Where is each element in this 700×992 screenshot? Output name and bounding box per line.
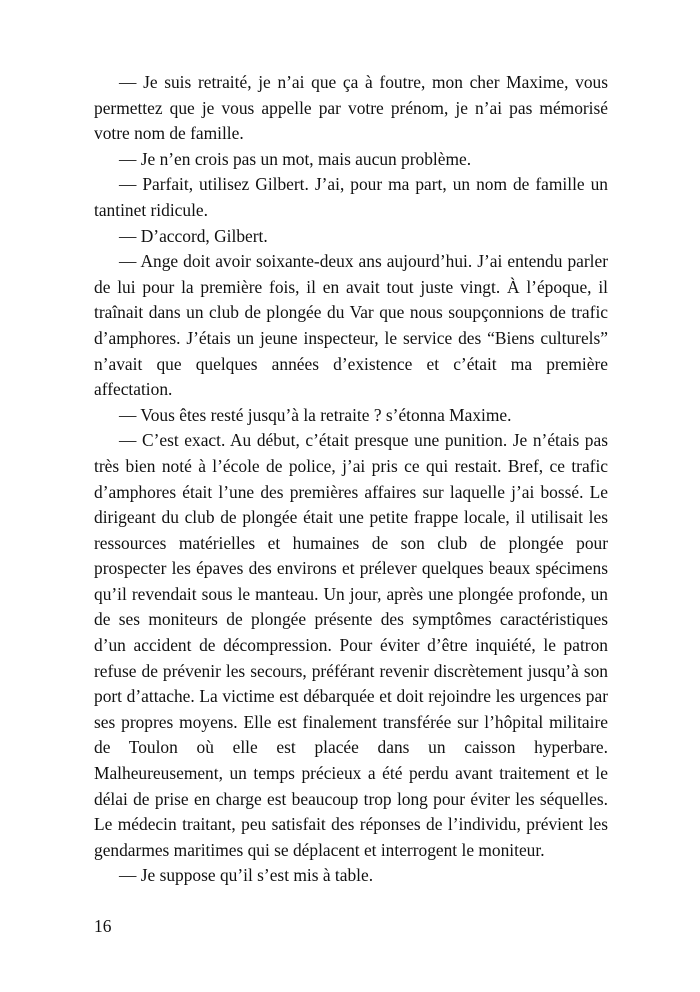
page-number: 16: [94, 916, 112, 936]
paragraph: — D’accord, Gilbert.: [119, 225, 268, 246]
paragraph: — Ange doit avoir soixante-deux ans aujourd’hui. J’ai entendu parler de lui pour la première fois, il en avait tout juste vingt. À l’époque, il traînait dans un club de plongée du Var que nous soupçonnions de trafic d’amphores. J’étais un jeune inspecteur, le service des “Biens culturels” n’avait que quelques années d’existence et c’était ma première affectation.: [94, 251, 608, 400]
paragraph: — C’est exact. Au début, c’était presque une punition. Je n’étais pas très bien noté à l’école de police, j’ai pris ce qui restait. Bref, ce trafic d’amphores était l’une des premières affaires sur laquelle j’ai bossé. Le dirigeant du club de plongée était une petite frappe locale, il utilisait les ressources matérielles et humaines de son club de plongée pour prospecter les épaves des environs et prélever quelques beaux spécimens qu’il revendait sous le manteau. Un jour, après une plongée profonde, un de ses moniteurs de plongée présente des symptômes caractéristiques d’un accident de décompression. Pour éviter d’être inquiété, le patron refuse de prévenir les secours, préférant revenir discrètement jusqu’à son port d’attache. La victime est débarquée et doit rejoindre les urgences par ses propres moyens. Elle est finalement transférée sur l’hôpital militaire de Toulon où elle est placée dans un caisson hyperbare. Malheureusement, un temps précieux a été perdu avant traitement et le délai de prise en charge est beaucoup trop long pour éviter les séquelles. Le médecin traitant, peu satisfait des réponses de l’individu, prévient les gendarmes maritimes qui se déplacent et interrogent le moniteur.: [94, 430, 608, 860]
paragraph: — Je suppose qu’il s’est mis à table.: [119, 865, 374, 886]
paragraph: — Parfait, utilisez Gilbert. J’ai, pour ma part, un nom de famille un tantinet ridicule.: [94, 174, 608, 220]
paragraph: — Je suis retraité, je n’ai que ça à foutre, mon cher Maxime, vous permettez que je vous appelle par votre prénom, je n’ai pas mémorisé votre nom de famille.: [94, 72, 608, 144]
body-text: [94, 70, 608, 889]
paragraph: — Vous êtes resté jusqu’à la retraite ? s’étonna Maxime.: [119, 404, 512, 425]
paragraph: — Je n’en crois pas un mot, mais aucun problème.: [119, 148, 472, 169]
